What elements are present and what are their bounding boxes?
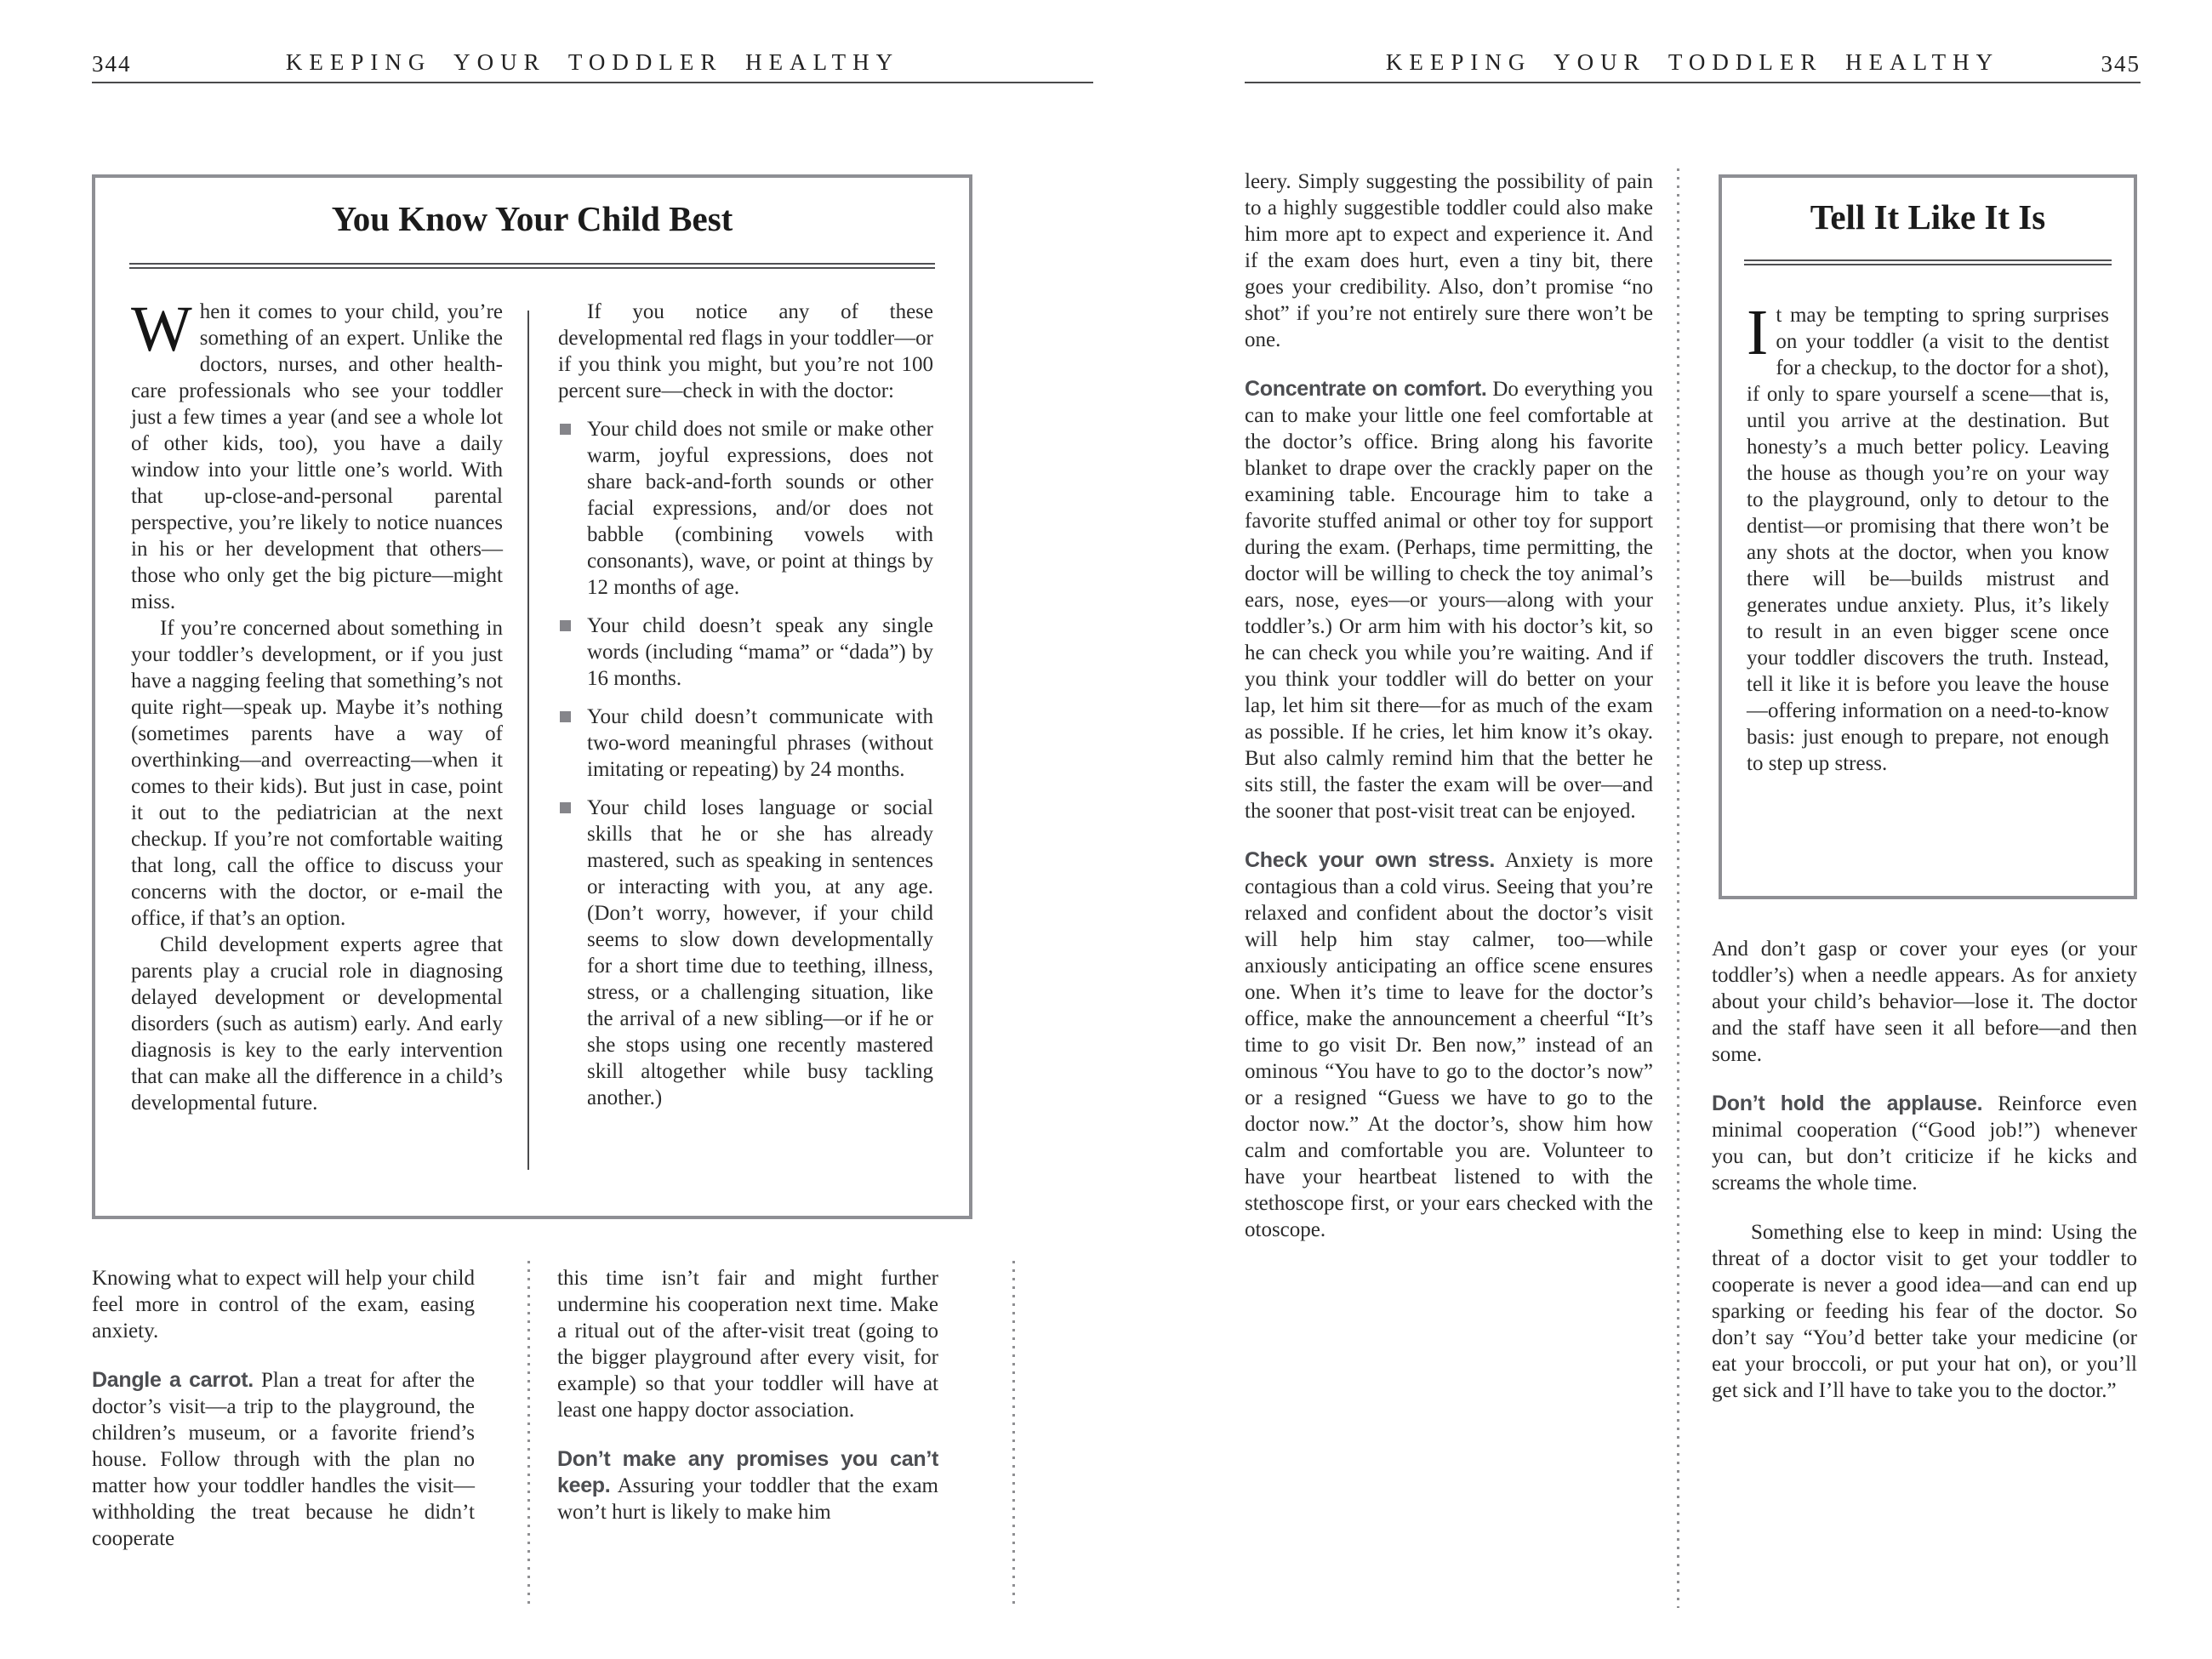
body-paragraph: leery. Simply suggesting the possibility of pain to a highly suggestible toddler could also make him more apt to expect and experience it. And if the exam does hurt, even a tiny bit, there goes your credibility. Also, don’t promise “no shot” if you’re not entirely sure there won’t be one. [1245, 170, 1653, 351]
drop-cap: W [131, 294, 192, 365]
left-running-head: KEEPING YOUR TODDLER HEALTHY [285, 49, 900, 75]
paragraph-text: Do everything you can to make your little one feel comfortable at the doctor’s office. Bring along his favorite blanket to drape over the crackly paper on the examining table. Encourage him to take a favorite stuffed animal or other toy for support during the exam. (Perhaps, time permitting, the doctor will be willing to check the toy animal’s ears, nose, eyes—or yours—along with your toddler’s.) Or arm him with his doctor’s kit, so he can check you while you’re waiting. And if you think your toddler will do better on your lap, let him sit there—for as much of the exam as possible. If he cries, let him know it’s okay. But also calmly remind him that the better he sits still, the faster the exam will be over—and the sooner that post-visit treat can be enjoyed. [1245, 378, 1653, 823]
left-header-rule [92, 82, 1093, 83]
body-paragraph [1245, 376, 1653, 824]
right-page-column-1 [1245, 168, 1653, 1615]
bullet-square-icon [560, 424, 571, 435]
callout-box-title: You Know Your Child Best [331, 199, 733, 238]
bullet-square-icon [560, 711, 571, 722]
body-paragraph [1245, 847, 1653, 1243]
body-paragraph: Something else to keep in mind: Using the threat of a doctor visit to get your toddler to cooperate is never a good idea—and can end up sparking or feeding his fear of the doctor. So don’t say “You’d better take your medicine (or eat your broccoli, or put your hat on), or you’ll get sick and I’ll have to take you to the doctor.” [1712, 1221, 2137, 1402]
paragraph-lead-in: Dangle a carrot. [92, 1368, 254, 1392]
paragraph-text: Plan a treat for after the doctor’s visit—a trip to the playground, the children’s museum, or a favorite friend’s house. Follow through with the plan no matter how your toddler handles the visit—withholding the treat because he didn’t cooperate [92, 1369, 476, 1550]
box-paragraph [131, 294, 503, 615]
box-intro-paragraph: If you notice any of these developmental red flags in your toddler—or if you think you might, but you’re not 100 percent sure—check in with the doctor: [558, 300, 933, 402]
box-column-divider [527, 311, 529, 1170]
column-dotted-divider [527, 1261, 530, 1608]
box-paragraph [1747, 297, 2109, 777]
red-flag-list-item [558, 704, 933, 783]
box-column-2 [558, 299, 933, 1202]
body-paragraph [92, 1367, 475, 1552]
red-flag-list-item [558, 416, 933, 601]
paragraph-text: Reinforce even minimal cooperation (“Good job!”) whenever you can, but don’t criticize if he kicks and screams the whole time. [1712, 1092, 2137, 1194]
right-page-number: 345 [2101, 51, 2141, 77]
paragraph-lead-in: Concentrate on comfort. [1245, 377, 1487, 401]
right-running-head: KEEPING YOUR TODDLER HEALTHY [1385, 49, 2000, 75]
list-item-text: Your child does not smile or make other warm, joyful expressions, does not share back-and-forth sounds or other facial expressions, and/or does not babble (combining vowels with consonants), wave, or point at things by 12 months of age. [587, 418, 933, 599]
callout-box-title: Tell It Like It Is [1810, 197, 2046, 237]
box-paragraph-text: t may be tempting to spring surprises on your toddler (a visit to the dentist for a checkup, to the doctor for a shot), if only to spare yourself a scene—that is, until you arrive at the destination. But honesty’s a much better policy. Leaving the house as though you’re on your way to the playground, only to detour to the dentist—or promising that there won’t be any shots at the doctor, when you know there will be—builds mistrust and generates undue anxiety. Plus, it’s likely to result in an even bigger scene once your toddler discovers the truth. Instead, tell it like it is before you leave the house—offering information on a need-to-know basis: just enough to prepare, not enough to step up stress. [1747, 304, 2109, 775]
paragraph-lead-in: Don’t make any promises you can’t keep. [557, 1447, 938, 1497]
page-edge-dotted-divider [1012, 1261, 1015, 1608]
red-flag-list-item [558, 613, 933, 692]
body-paragraph: And don’t gasp or cover your eyes (or your toddler’s) when a needle appears. As for anxiety about your child’s behavior—lose it. The doctor and the staff have seen it all before—and then some. [1712, 938, 2137, 1066]
red-flag-list-item [558, 795, 933, 1111]
list-item-text: Your child doesn’t speak any single words (including “mama” or “dada”) by 16 months. [587, 614, 933, 690]
left-page-number: 344 [92, 51, 132, 77]
box-column-1 [131, 294, 503, 1202]
right-page-column-2 [1712, 936, 2137, 1616]
bullet-square-icon [560, 802, 571, 813]
box-paragraph: Child development experts agree that parents play a crucial role in diagnosing delayed development or developmental disorders (such as autism) early. And early diagnosis is key to the early intervention that can make all the difference in a child’s developmental future. [131, 933, 503, 1115]
body-paragraph: this time isn’t fair and might further undermine his cooperation next time. Make a ritual out of the after-visit treat (going to the bigger playground after every visit, for example) so that your toddler will have at least one happy doctor association. [557, 1267, 938, 1422]
drop-cap: I [1747, 297, 1769, 368]
box-paragraph-text: hen it comes to your child, you’re something of an expert. Unlike the doctors, nurses, and other health-care professionals who see your toddler just a few times a year (and see a whole lot of other kids, too), you have a daily window into your little one’s world. With that up-close-and-personal parental perspective, you’re likely to notice nuances in his or her development that others—those who only get the big picture—might miss. [131, 300, 503, 613]
callout-box-you-know-your-child-best [92, 174, 972, 1219]
body-paragraph: Knowing what to expect will help your child feel more in control of the exam, easing anxiety. [92, 1267, 475, 1343]
page-column-dotted-divider [1677, 168, 1679, 1608]
callout-box-tell-it-like-it-is [1719, 174, 2137, 899]
paragraph-text: Anxiety is more contagious than a cold virus. Seeing that you’re relaxed and confident about the doctor’s visit will help him stay calmer, too—while anxiously anticipating an office scene ensures one. When it’s time to leave for the doctor’s office, make the announcement a cheerful “It’s time to go visit Dr. Ben now,” instead of an ominous “You have to go to the doctor’s now” or a resigned “Guess we have to go to the doctor now.” At the doctor’s, show him how calm and comfortable you are. Volunteer to have your heartbeat listened to with the stethoscope first, or your ears checked with the otoscope. [1245, 849, 1654, 1241]
list-item-text: Your child loses language or social skills that he or she has already mastered, such as speaking in sentences or interacting with you, at any age. (Don’t worry, however, if your child seems to slow down developmentally for a short time due to teething, illness, stress, or a challenging situation, like the arrival of a new sibling—or if he or she stops using one recently mastered skill altogether while busy tackling another.) [587, 796, 933, 1109]
paragraph-text: Assuring your toddler that the exam won’t hurt is likely to make him [557, 1474, 938, 1524]
paragraph-lead-in: Check your own stress. [1245, 848, 1496, 872]
title-double-rule [129, 263, 935, 269]
body-paragraph [1712, 1091, 2137, 1196]
left-page-body-column-2 [557, 1265, 938, 1614]
box-column [1747, 297, 2109, 881]
title-double-rule [1744, 259, 2112, 265]
paragraph-lead-in: Don’t hold the applause. [1712, 1092, 1983, 1115]
right-header-rule [1245, 82, 2141, 83]
bullet-square-icon [560, 620, 571, 631]
list-item-text: Your child doesn’t communicate with two-word meaningful phrases (without imitating or repeating) by 24 months. [587, 705, 933, 781]
body-paragraph [557, 1446, 938, 1525]
left-page-body-column-1 [92, 1265, 475, 1614]
box-paragraph: If you’re concerned about something in your toddler’s development, or if you just have a nagging feeling that something’s not quite right—speak up. Maybe it’s nothing (sometimes parents have a way of overthinking—and overreacting—when it comes to their kids). But just in case, point it out to the pediatrician at the next checkup. If you’re not comfortable waiting that long, call the office to discuss your concerns with the doctor, or e-mail the office, if that’s an option. [131, 617, 503, 930]
